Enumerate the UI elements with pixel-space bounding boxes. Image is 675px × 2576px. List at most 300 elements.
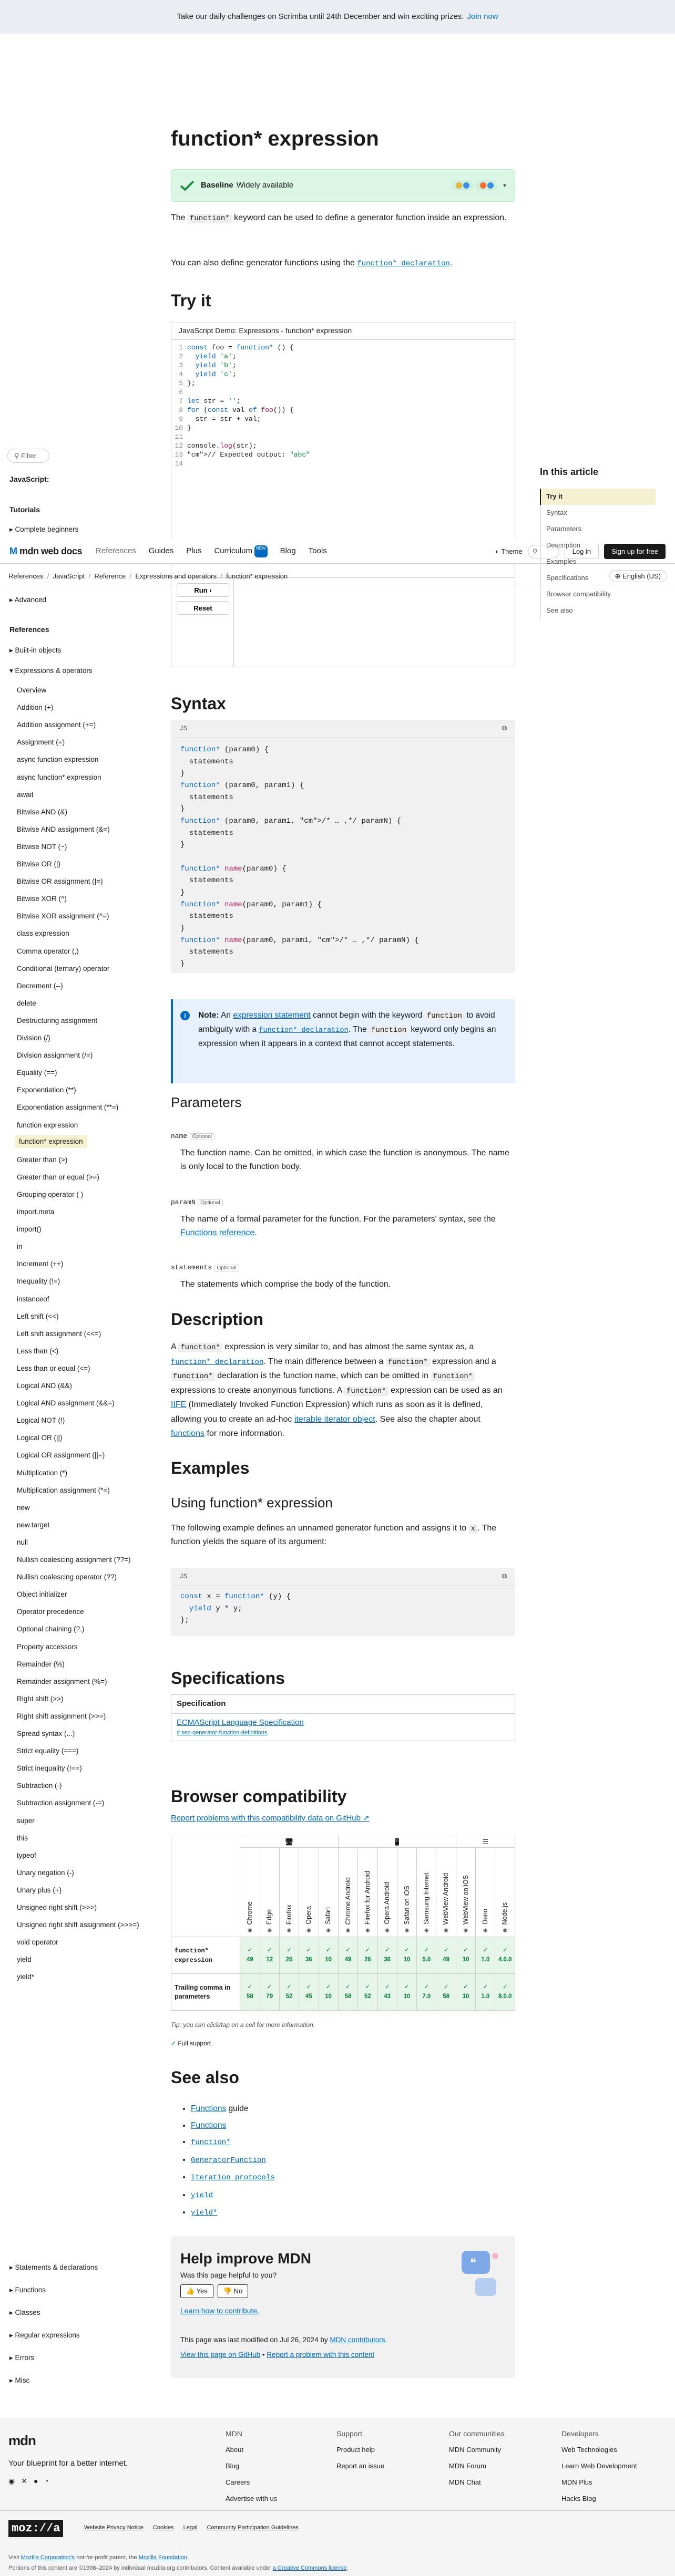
breadcrumb-item[interactable]: References <box>8 572 44 580</box>
breadcrumb-separator: / <box>85 572 95 580</box>
example-code <box>171 1586 515 1632</box>
intro-paragraph-2: You can also define generator functions using the function* declaration. <box>171 258 453 268</box>
sidebar-item[interactable]: new <box>17 1503 30 1512</box>
compat-table-wrap <box>171 1836 515 2011</box>
chevron-down-icon[interactable]: ▾ <box>503 182 506 189</box>
compat-cell[interactable]: ✓ 52 <box>358 1974 377 2011</box>
sidebar-item[interactable]: this <box>17 1834 28 1842</box>
compat-cell[interactable]: ✓ 52 <box>279 1974 299 2011</box>
sidebar-item[interactable]: Exponentiation (**) <box>17 1086 76 1094</box>
sidebar-item[interactable]: Bitwise AND assignment (&=) <box>17 825 110 833</box>
compat-cell[interactable]: ✓ 10 <box>397 1937 416 1974</box>
no-button[interactable]: 👎 No <box>218 2284 248 2298</box>
check-icon: ✓ <box>365 1984 371 1991</box>
footer-divider <box>0 2510 675 2511</box>
compat-cell[interactable]: ✓ 49 <box>240 1937 260 1974</box>
nav-guides[interactable]: Guides <box>148 546 174 556</box>
browser-name: Safari on iOS <box>403 1885 411 1925</box>
note-callout: i Note: An expression statement cannot begin with the keyword function to avoid ambiguity with a function* declaration. The function keyword only begins an expression when it appears in a context that cannot accept statements. <box>171 999 515 1083</box>
sidebar-item[interactable]: Operator precedence <box>17 1608 84 1616</box>
legal-link[interactable]: Cookies <box>152 2525 174 2531</box>
sidebar-item[interactable]: Strict inequality (!==) <box>17 1764 82 1773</box>
compat-cell[interactable]: ✓ 4.0.0 <box>495 1937 515 1974</box>
footer-link[interactable]: MDN Chat <box>449 2478 481 2486</box>
compat-cell[interactable]: ✓ 26 <box>358 1937 377 1974</box>
check-icon: ✓ <box>443 1984 449 1991</box>
search-icon: ⚲ <box>532 547 538 555</box>
seealso-link[interactable]: GeneratorFunction <box>191 2156 266 2165</box>
sidebar-item[interactable]: Bitwise XOR assignment (^=) <box>17 912 109 920</box>
browser-header <box>240 1848 260 1937</box>
code-line: function* name(param0) { <box>180 864 287 873</box>
seealso-heading: See also <box>171 2068 239 2087</box>
editor-line: 4 yield 'c'; <box>179 370 237 378</box>
sidebar-item[interactable]: Less than (<) <box>17 1347 59 1355</box>
toc-item[interactable]: Syntax <box>540 505 656 521</box>
sidebar-item[interactable]: Destructuring assignment <box>17 1016 98 1025</box>
chevron-right-icon: ▸ <box>9 2331 15 2339</box>
code-line: yield y * y; <box>189 1604 242 1613</box>
footer-link[interactable]: Learn Web Development <box>561 2462 637 2470</box>
footer-link[interactable]: MDN Forum <box>449 2462 486 2470</box>
nav-plus[interactable]: Plus <box>186 546 202 556</box>
sidebar-item[interactable]: Division (/) <box>17 1034 50 1042</box>
param-name: name Optional The function name. Can be omitted, in which case the function is anonymous. The name is only local to the function body. <box>171 1130 515 1173</box>
browser-name: Opera <box>304 1906 312 1925</box>
functions-reference-link[interactable]: Functions reference <box>180 1228 255 1237</box>
github-link[interactable]: View this page on GitHub <box>180 2351 261 2358</box>
seealso-link[interactable]: Functions <box>191 2120 227 2130</box>
browser-header <box>260 1848 279 1937</box>
code-header <box>171 1568 515 1586</box>
mastodon-icon[interactable]: ◉ <box>8 2477 15 2485</box>
spec-anchor-link[interactable]: # sec-generator-function-definitions <box>177 1730 268 1736</box>
sidebar-item[interactable]: import.meta <box>17 1208 55 1216</box>
sidebar-item[interactable]: Nullish coalescing operator (??) <box>17 1573 117 1581</box>
sidebar-item[interactable]: Unsigned right shift (>>>) <box>17 1903 97 1911</box>
footer-link[interactable]: Report an issue <box>336 2462 385 2470</box>
sidebar-item[interactable]: Bitwise OR (|) <box>17 860 61 868</box>
sidebar-item[interactable]: Addition assignment (+=) <box>17 721 96 729</box>
theme-icon: ◐ <box>495 547 499 555</box>
browser-name: Deno <box>481 1909 489 1925</box>
nav-blog[interactable]: Blog <box>280 546 296 556</box>
sidebar-item[interactable]: in <box>17 1243 23 1251</box>
nav-curriculum[interactable]: Curriculum <box>214 546 252 556</box>
editor-line: 8 for (const val of foo()) { <box>179 406 294 414</box>
platform-header-empty <box>171 1836 240 1848</box>
sidebar-item[interactable]: Optional chaining (?.) <box>17 1625 85 1633</box>
compat-cell[interactable]: ✓ 12 <box>260 1937 279 1974</box>
sidebar-item[interactable]: Object initializer <box>17 1590 67 1599</box>
seealso-link[interactable]: yield* <box>191 2209 218 2217</box>
compat-cell[interactable]: ✓ 5.0 <box>417 1937 436 1974</box>
toc-item[interactable]: Parameters <box>540 521 656 537</box>
sidebar-item[interactable]: Unsigned right shift assignment (>>>=) <box>17 1921 139 1929</box>
toc-item[interactable]: Browser compatibility <box>540 586 656 603</box>
footer-link[interactable]: MDN Plus <box>561 2478 592 2486</box>
sidebar-item[interactable]: Assignment (=) <box>17 738 65 747</box>
sidebar-item[interactable]: Left shift assignment (<<=) <box>17 1329 101 1338</box>
footer-link[interactable]: Product help <box>336 2446 375 2454</box>
check-icon: ✓ <box>463 1984 468 1991</box>
sidebar-item[interactable]: null <box>17 1538 28 1546</box>
sidebar-group[interactable]: ▸ Functions <box>9 2286 46 2294</box>
seealso-link[interactable]: function* <box>191 2138 231 2147</box>
sidebar-item[interactable]: await <box>17 790 34 799</box>
sidebar-item[interactable]: Bitwise NOT (~) <box>17 842 67 851</box>
sidebar-item[interactable]: Remainder (%) <box>17 1660 65 1668</box>
compat-cell[interactable]: ✓ 1.0 <box>476 1937 495 1974</box>
seealso-link[interactable]: Functions <box>191 2104 227 2113</box>
help-heading: Help improve MDN <box>180 2250 311 2267</box>
mozilla-logo[interactable]: moz://a <box>8 2520 63 2537</box>
code-line: function* (param0) { <box>180 746 269 754</box>
sidebar-item[interactable]: Spread syntax (...) <box>17 1730 75 1737</box>
sidebar-item[interactable]: Nullish coalescing assignment (??=) <box>17 1556 131 1564</box>
nav-tools[interactable]: Tools <box>308 546 327 556</box>
breadcrumb-item[interactable]: JavaScript <box>53 572 85 580</box>
sidebar-item[interactable]: yield* <box>17 1973 35 1981</box>
sidebar-item[interactable]: async function expression <box>17 756 99 764</box>
sidebar-item[interactable]: Right shift (>>) <box>17 1694 64 1703</box>
sidebar-item[interactable]: new.target <box>17 1520 50 1529</box>
toc-item[interactable]: Examples <box>540 554 656 570</box>
compat-cell[interactable]: ✓ 1.0 <box>476 1974 495 2011</box>
browser-name: Opera Android <box>383 1882 391 1925</box>
yes-button[interactable]: 👍 Yes <box>180 2284 213 2298</box>
browser-header <box>456 1848 475 1937</box>
sidebar-item[interactable]: Bitwise OR assignment (|=) <box>17 877 103 886</box>
compat-legend: ✓ Full support <box>171 2040 211 2047</box>
compat-cell[interactable]: ✓ 49 <box>436 1937 456 1974</box>
footer-column-title: Developers <box>561 2429 599 2438</box>
sidebar-item[interactable]: class expression <box>17 929 69 938</box>
browser-header <box>495 1848 515 1937</box>
sidebar-group[interactable]: ▸ Regular expressions <box>9 2331 80 2339</box>
breadcrumb-trail <box>8 571 288 582</box>
signup-button[interactable]: Sign up for free <box>604 544 666 560</box>
sidebar-item[interactable]: Conditional (ternary) operator <box>17 964 110 973</box>
mozilla-corp-link[interactable]: Mozilla Corporation's <box>21 2554 75 2561</box>
specifications-table <box>171 1694 515 1741</box>
toc-item[interactable]: See also <box>540 603 656 619</box>
compat-cell[interactable]: ✓ 43 <box>377 1974 397 2011</box>
learn-contribute-link[interactable]: Learn how to contribute. <box>180 2306 260 2315</box>
sidebar-item[interactable]: Comma operator (,) <box>17 947 79 955</box>
iterable-iterator-link[interactable]: iterable iterator object <box>294 1414 375 1424</box>
sidebar-item[interactable]: Property accessors <box>17 1642 78 1651</box>
footer-column-title: MDN <box>226 2429 242 2438</box>
check-icon: ✓ <box>404 1984 410 1991</box>
sidebar-item[interactable]: Equality (==) <box>17 1069 57 1077</box>
thumbs-up-icon: 👍 <box>186 2287 195 2295</box>
nav-references[interactable]: References <box>96 546 136 556</box>
sidebar-item[interactable]: Logical AND (&&) <box>17 1382 73 1390</box>
sidebar-item[interactable]: Bitwise AND (&) <box>17 808 68 816</box>
footer-copyright-1: Visit Mozilla Corporation's not-for-profit parent, the Mozilla Foundation. <box>8 2554 189 2561</box>
mdn-logo-mark: M <box>9 546 17 556</box>
editor-line: 9 str = str + val; <box>179 415 261 423</box>
rss-icon[interactable]: ◔ <box>44 2477 49 2485</box>
compat-cell[interactable]: ✓ 36 <box>299 1937 319 1974</box>
code-line: statements <box>180 829 233 837</box>
sidebar-item[interactable]: Bitwise XOR (^) <box>17 895 67 903</box>
toc-item[interactable]: Specifications <box>540 570 656 586</box>
check-icon: ✓ <box>267 1984 272 1991</box>
example-subheading: Using function* expression <box>171 1495 333 1511</box>
sidebar-item[interactable]: Greater than (>) <box>17 1155 68 1164</box>
browser-header <box>319 1848 338 1937</box>
sidebar-item[interactable]: Addition (+) <box>17 704 54 712</box>
check-icon: ✓ <box>365 1947 371 1954</box>
sidebar-complete-beginners[interactable]: ▸ Complete beginners <box>9 525 79 533</box>
report-problem-link[interactable]: Report a problem with this content <box>267 2351 375 2358</box>
sidebar-item[interactable]: Overview <box>17 686 47 694</box>
editor-line: 5 }; <box>179 379 196 387</box>
compat-cell[interactable]: ✓ 7.0 <box>417 1974 436 2011</box>
breadcrumb-separator: / <box>43 572 53 580</box>
generator-declaration-link[interactable]: function* declaration <box>357 260 450 268</box>
legal-link[interactable]: Community Participation Guidelines <box>207 2525 299 2531</box>
footer-tagline: Your blueprint for a better internet. <box>8 2459 128 2468</box>
browser-name: Firefox for Android <box>363 1870 371 1925</box>
editor-line: 6 <box>179 388 183 396</box>
github-icon[interactable]: ● <box>33 2477 38 2485</box>
sidebar-item[interactable]: Subtraction assignment (-=) <box>17 1799 105 1807</box>
sidebar-item[interactable]: Greater than or equal (>=) <box>17 1173 99 1181</box>
chevron-down-icon: ▾ <box>9 667 15 675</box>
browser-name: Samsung Internet <box>422 1872 430 1925</box>
browser-icon: ◉ <box>365 1928 370 1933</box>
seealso-item <box>191 2117 515 2134</box>
code-header <box>171 720 515 738</box>
footer-link[interactable]: Careers <box>226 2478 250 2486</box>
syntax-code <box>171 738 515 977</box>
sidebar-item[interactable]: Subtraction (-) <box>17 1782 62 1790</box>
footer-logo[interactable]: mdn <box>8 2433 36 2448</box>
sidebar-item[interactable]: Less than or equal (<=) <box>17 1364 90 1372</box>
reset-button[interactable]: Reset <box>177 601 229 615</box>
server-icon: ☰ <box>456 1836 515 1848</box>
declaration-link[interactable]: function* declaration <box>171 1358 264 1367</box>
promo-join-link[interactable]: Join now <box>467 12 498 21</box>
sidebar-item[interactable]: Logical NOT (!) <box>17 1416 65 1425</box>
sidebar-item[interactable]: delete <box>17 999 36 1007</box>
check-icon: ✓ <box>463 1947 468 1954</box>
run-button[interactable]: Run › <box>177 583 229 597</box>
expression-statement-link[interactable]: expression statement <box>233 1011 311 1020</box>
sidebar-item[interactable]: Right shift assignment (>>=) <box>17 1712 106 1720</box>
compat-cell[interactable]: ✓ 10 <box>397 1974 416 2011</box>
sidebar-item[interactable]: Logical OR assignment (||=) <box>17 1451 105 1460</box>
copy-icon[interactable]: ⧉ <box>502 725 507 732</box>
param-desc: The name of a formal parameter for the function. For the parameters' syntax, see the Functions reference. <box>180 1215 496 1237</box>
sidebar-group[interactable]: ▸ Misc <box>9 2376 30 2384</box>
browser-logos <box>452 180 498 191</box>
theme-switcher[interactable]: ◐ Theme <box>495 547 523 555</box>
compat-cell[interactable]: ✓ 58 <box>240 1974 260 2011</box>
footer-link[interactable]: Advertise with us <box>226 2495 278 2502</box>
footer-column <box>561 2428 637 2507</box>
compat-cell[interactable]: ✓ 10 <box>456 1937 475 1974</box>
check-icon: ✓ <box>483 1984 488 1991</box>
compat-cell[interactable]: ✓ 8.0.0 <box>495 1974 515 2011</box>
check-icon: ✓ <box>171 2040 177 2047</box>
optional-badge: Optional <box>190 1133 214 1140</box>
seealso-link[interactable]: Iteration protocols <box>191 2174 275 2182</box>
syntax-heading: Syntax <box>171 694 226 713</box>
sidebar-expressions-operators[interactable]: ▾ Expressions & operators <box>9 667 93 675</box>
footer-link[interactable]: Hacks Blog <box>561 2495 596 2502</box>
sidebar-item[interactable]: Inequality (!=) <box>17 1277 60 1286</box>
iife-link[interactable]: IIFE <box>171 1400 187 1410</box>
sidebar-item[interactable]: Unary plus (+) <box>17 1886 62 1894</box>
editor-line: 12 console.log(str); <box>175 442 257 450</box>
sidebar-item[interactable]: Logical AND assignment (&&=) <box>17 1399 115 1408</box>
toc-item[interactable]: Try it <box>540 489 656 505</box>
footer-link[interactable]: Blog <box>226 2462 240 2470</box>
compat-cell[interactable]: ✓ 10 <box>456 1974 475 2011</box>
sidebar-item[interactable]: function* expression <box>15 1135 87 1148</box>
code-lang: JS <box>179 1573 188 1580</box>
help-improve-box <box>171 2236 515 2378</box>
specifications-heading: Specifications <box>171 1669 285 1688</box>
baseline-banner[interactable] <box>171 169 515 202</box>
sidebar-item[interactable]: Multiplication (*) <box>17 1468 68 1477</box>
toc-item[interactable]: Description <box>540 537 656 554</box>
sidebar-builtin-objects[interactable]: ▸ Built-in objects <box>9 646 62 654</box>
compat-cell[interactable]: ✓ 36 <box>377 1937 397 1974</box>
sidebar-item[interactable]: Multiplication assignment (*=) <box>17 1486 110 1494</box>
browser-header <box>358 1848 377 1937</box>
footer-link[interactable]: Web Technologies <box>561 2446 617 2454</box>
feature-header-empty <box>171 1848 240 1937</box>
legal-links <box>84 2523 299 2532</box>
footer-link[interactable]: About <box>226 2446 243 2454</box>
breadcrumb-item[interactable]: Expressions and operators <box>135 572 217 580</box>
filter-icon: ⚲ <box>14 452 19 460</box>
editor-line: 7 let str = ''; <box>179 397 241 405</box>
login-button[interactable]: Log in <box>565 544 599 560</box>
function-declaration-link[interactable]: function* declaration <box>259 1026 349 1034</box>
spec-column-header: Specification <box>171 1695 515 1714</box>
filter-placeholder: Filter <box>21 452 37 460</box>
help-links: View this page on GitHub • Report a problem with this content <box>180 2351 375 2358</box>
check-icon: ✓ <box>345 1947 351 1954</box>
sidebar-item[interactable]: async function* expression <box>17 773 101 781</box>
table-of-contents <box>540 489 656 619</box>
intro-paragraph-1: The function* keyword can be used to define a generator function inside an expression. <box>171 213 507 223</box>
check-icon: ✓ <box>502 1984 508 1991</box>
legal-link[interactable]: Website Privacy Notice <box>84 2525 144 2531</box>
baseline-status: Widely available <box>236 180 294 190</box>
x-icon[interactable]: ✕ <box>21 2477 27 2485</box>
mdn-logo[interactable]: M mdn web docs <box>9 546 83 556</box>
sidebar-item[interactable]: yield <box>17 1956 32 1964</box>
compat-report-link[interactable]: Report problems with this compatibility data on GitHub ↗ <box>171 1814 370 1823</box>
sidebar-item[interactable]: typeof <box>17 1851 36 1859</box>
sidebar-advanced[interactable]: ▸ Advanced <box>9 596 46 604</box>
footer-column-title: Our communities <box>449 2429 505 2438</box>
seealso-item <box>191 2204 515 2222</box>
sidebar-item[interactable]: Remainder assignment (%=) <box>17 1677 107 1685</box>
browser-pair-icon <box>476 180 498 191</box>
compat-cell[interactable]: ✓ 58 <box>436 1974 456 2011</box>
sidebar-item[interactable]: Exponentiation assignment (**=) <box>17 1103 119 1112</box>
parameters-heading: Parameters <box>171 1094 242 1110</box>
compat-cell[interactable]: ✓ 10 <box>319 1937 338 1974</box>
param-paramN: paramN Optional The name of a formal parameter for the function. For the parameters' syntax, see the Functions reference. <box>171 1196 515 1239</box>
sidebar-group[interactable]: ▸ Errors <box>9 2354 35 2362</box>
legal-link[interactable]: Legal <box>183 2525 198 2531</box>
compat-feature: Trailing comma in parameters <box>171 1974 240 2011</box>
compat-cell[interactable]: ✓ 26 <box>279 1937 299 1974</box>
seealso-item: • Functions guide <box>191 2101 515 2117</box>
check-icon: ✓ <box>345 1984 351 1991</box>
code-line: } <box>180 769 185 778</box>
spec-link[interactable]: ECMAScript Language Specification <box>177 1718 304 1727</box>
code-editor[interactable] <box>171 340 515 475</box>
contributors-link[interactable]: MDN contributors <box>330 2336 385 2344</box>
breadcrumb-item[interactable]: Reference <box>94 572 126 580</box>
browser-icon: ◉ <box>385 1928 390 1933</box>
toc-title: In this article <box>540 467 599 477</box>
seealso-link[interactable]: yield <box>191 2191 213 2200</box>
compat-heading: Browser compatibility <box>171 1787 347 1806</box>
functions-chapter-link[interactable]: functions <box>171 1429 205 1439</box>
footer-link[interactable]: MDN Community <box>449 2446 501 2454</box>
sidebar-item[interactable]: Division assignment (/=) <box>17 1051 93 1060</box>
sidebar-item[interactable]: Increment (++) <box>17 1260 64 1268</box>
copy-icon[interactable]: ⧉ <box>502 1573 507 1580</box>
check-icon: ✓ <box>287 1947 292 1954</box>
sidebar-group[interactable]: ▸ Classes <box>9 2309 40 2316</box>
compat-cell[interactable]: ✓ 79 <box>260 1974 279 2011</box>
sidebar-item[interactable]: super <box>17 1816 35 1825</box>
compat-cell[interactable]: ✓ 49 <box>338 1937 357 1974</box>
filter-input[interactable] <box>7 449 49 463</box>
sidebar-item[interactable]: Unary negation (-) <box>17 1868 74 1877</box>
help-question: Was this page helpful to you? <box>180 2271 277 2279</box>
sidebar-item[interactable]: void operator <box>17 1938 58 1947</box>
sidebar-item[interactable]: Left shift (<<) <box>17 1312 59 1320</box>
code-line: function* (param0, param1) { <box>180 781 304 790</box>
sidebar-item[interactable]: instanceof <box>17 1295 49 1303</box>
sidebar-item[interactable]: Strict equality (===) <box>17 1747 79 1755</box>
compat-cell[interactable]: ✓ 58 <box>338 1974 357 2011</box>
breadcrumb-item[interactable]: function* expression <box>226 572 288 580</box>
compat-cell[interactable]: ✓ 10 <box>319 1974 338 2011</box>
language-switcher[interactable]: ⊕ English (US) <box>609 570 667 583</box>
demo-console-area <box>171 577 515 667</box>
sidebar-item[interactable]: Grouping operator ( ) <box>17 1190 84 1198</box>
sidebar-group[interactable]: ▸ Statements & declarations <box>9 2263 98 2271</box>
sidebar-item[interactable]: function expression <box>17 1121 78 1129</box>
sidebar-item[interactable]: Decrement (--) <box>17 981 63 990</box>
sidebar-item[interactable]: import() <box>17 1225 42 1234</box>
baseline-label: Baseline <box>201 180 233 190</box>
mozilla-foundation-link[interactable]: Mozilla Foundation <box>138 2554 188 2561</box>
code-line: }; <box>180 1616 189 1625</box>
chevron-right-icon: ▸ <box>9 2309 15 2316</box>
check-icon: ✓ <box>325 1984 331 1991</box>
sidebar-item[interactable]: Logical OR (||) <box>17 1434 63 1442</box>
code-line: statements <box>180 793 233 802</box>
browser-header <box>397 1848 416 1937</box>
cc-license-link[interactable]: a Creative Commons license <box>272 2565 347 2571</box>
compat-cell[interactable]: ✓ 45 <box>299 1974 319 2011</box>
